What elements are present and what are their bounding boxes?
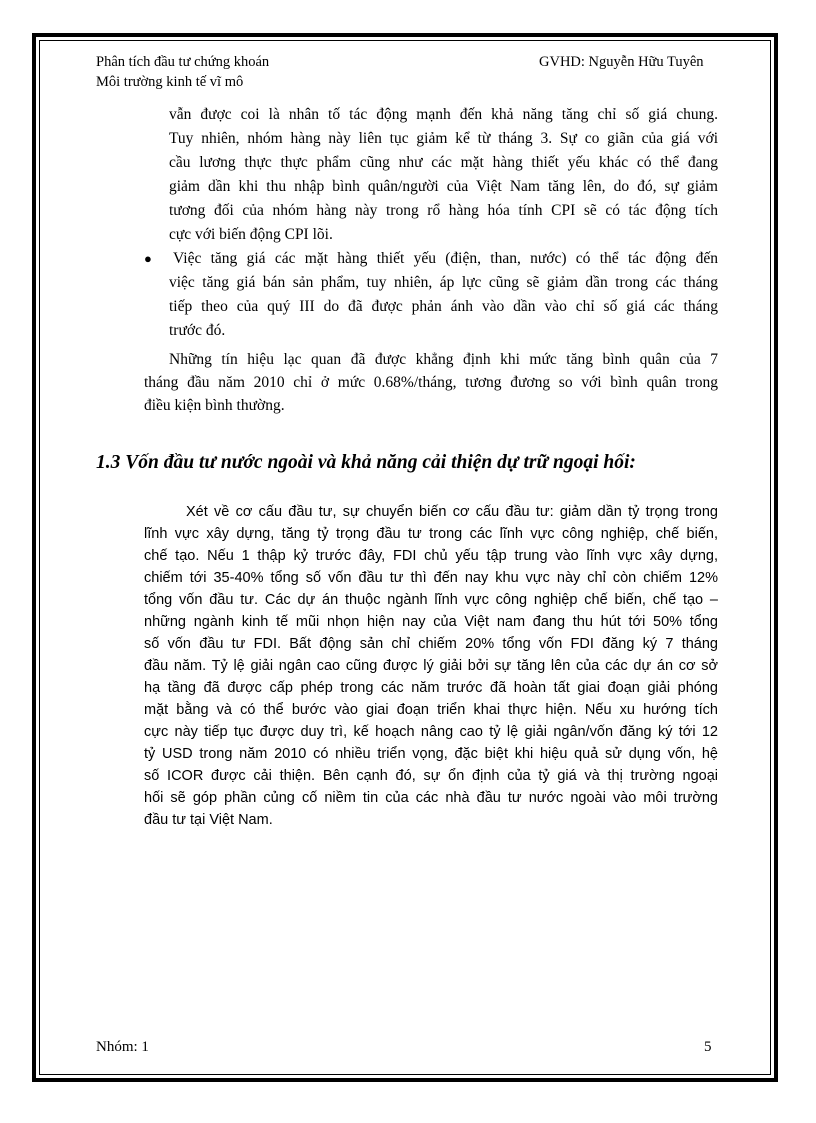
bullet-icon: ●: [144, 251, 152, 266]
text-line: tiếp theo của quý III do đã được phản ánh vào dần vào chỉ số giá các tháng: [169, 298, 718, 315]
text-line: mặt bằng và có thể bước vào giai đoạn triển khai thực hiện. Nếu xu hướng tích: [144, 702, 718, 718]
text-line: lĩnh vực xây dựng, tăng tỷ trọng đầu tư trong các lĩnh vực công nghiệp, chế biến,: [144, 526, 718, 542]
text-line: chế tạo. Nếu 1 thập kỷ trước đây, FDI chủ yếu tập trung vào lĩnh vực xây dựng,: [144, 548, 718, 564]
section-heading: 1.3 Vốn đầu tư nước ngoài và khả năng cải thiện dự trữ ngoại hối:: [96, 452, 636, 473]
text-line: đầu tư tại Việt Nam.: [144, 812, 273, 828]
text-line: số ICOR được cải thiện. Bên cạnh đó, sự ổn định của tỷ giá và thị trường ngoại: [144, 768, 718, 784]
text-line: vẫn được coi là nhân tố tác động mạnh đến khả năng tăng chỉ số giá chung.: [169, 106, 718, 123]
header-advisor: GVHD: Nguyễn Hữu Tuyên: [539, 54, 704, 70]
text-line: hối sẽ góp phần củng cố niềm tin của các nhà đầu tư nước ngoài vào môi trường: [144, 790, 718, 806]
text-line: Những tín hiệu lạc quan đã được khẳng định khi mức tăng bình quân của 7: [169, 351, 718, 368]
text-line: tỷ USD trong năm 2010 có nhiều triển vọng, đặc biệt khi hiệu quả sử dụng vốn, hệ: [144, 746, 718, 762]
text-line: cầu lương thực thực phẩm cũng như các mặt hàng thiết yếu khác có thể đang: [169, 154, 718, 171]
text-line: việc tăng giá bán sản phẩm, tuy nhiên, áp lực cũng sẽ giảm dần trong các tháng: [169, 274, 718, 291]
text-line: Việc tăng giá các mặt hàng thiết yếu (điện, than, nước) có thể tác động đến: [173, 250, 718, 267]
header-section: Môi trường kinh tế vĩ mô: [96, 74, 244, 90]
text-line: cực này tiếp tục được duy trì, kế hoạch nâng cao tỷ lệ giải ngân/vốn đăng ký tới 12: [144, 724, 718, 740]
text-line: tháng đầu năm 2010 chỉ ở mức 0.68%/tháng, tương đương so với bình quân trong: [144, 374, 718, 391]
text-line: Xét về cơ cấu đầu tư, sự chuyển biến cơ cấu đầu tư: giảm dần tỷ trọng trong: [186, 504, 718, 520]
text-line: hạ tầng đã được cấp phép trong các năm trước đã hoàn tất giai đoạn giải phóng: [144, 680, 718, 696]
text-line: chiếm tới 35-40% tổng số vốn đầu tư thì đến nay khu vực này chỉ còn chiếm 12%: [144, 570, 718, 586]
page-number: 5: [704, 1039, 712, 1055]
header-course: Phân tích đầu tư chứng khoán: [96, 54, 270, 70]
text-line: đầu năm. Tỷ lệ giải ngân cao cũng được lý giải bởi sự tăng lên của các dự án cơ sở: [144, 658, 718, 674]
text-line: Tuy nhiên, nhóm hàng này liên tục giảm kể từ tháng 3. Sự co giãn của giá với: [169, 130, 718, 147]
text-line: tương đối của nhóm hàng này trong rổ hàng hóa tính CPI sẽ có tác động tích: [169, 202, 718, 219]
text-line: giảm dần khi thu nhập bình quân/người của Việt Nam tăng lên, do đó, sự giảm: [169, 178, 718, 195]
text-line: cực với biến động CPI lõi.: [169, 226, 333, 243]
text-line: tổng vốn đầu tư. Các dự án thuộc ngành lĩnh vực công nghiệp chế biến, chế tạo –: [144, 592, 718, 608]
text-line: số vốn đầu tư FDI. Bất động sản chỉ chiếm 20% tổng vốn FDI đăng ký 7 tháng: [144, 636, 718, 652]
footer-group: Nhóm: 1: [96, 1039, 149, 1055]
text-line: điều kiện bình thường.: [144, 397, 285, 414]
text-line: trước đó.: [169, 322, 226, 339]
text-line: những ngành kinh tế mũi nhọn hiện nay của Việt nam đang thu hút tới 50% tổng: [144, 614, 718, 630]
